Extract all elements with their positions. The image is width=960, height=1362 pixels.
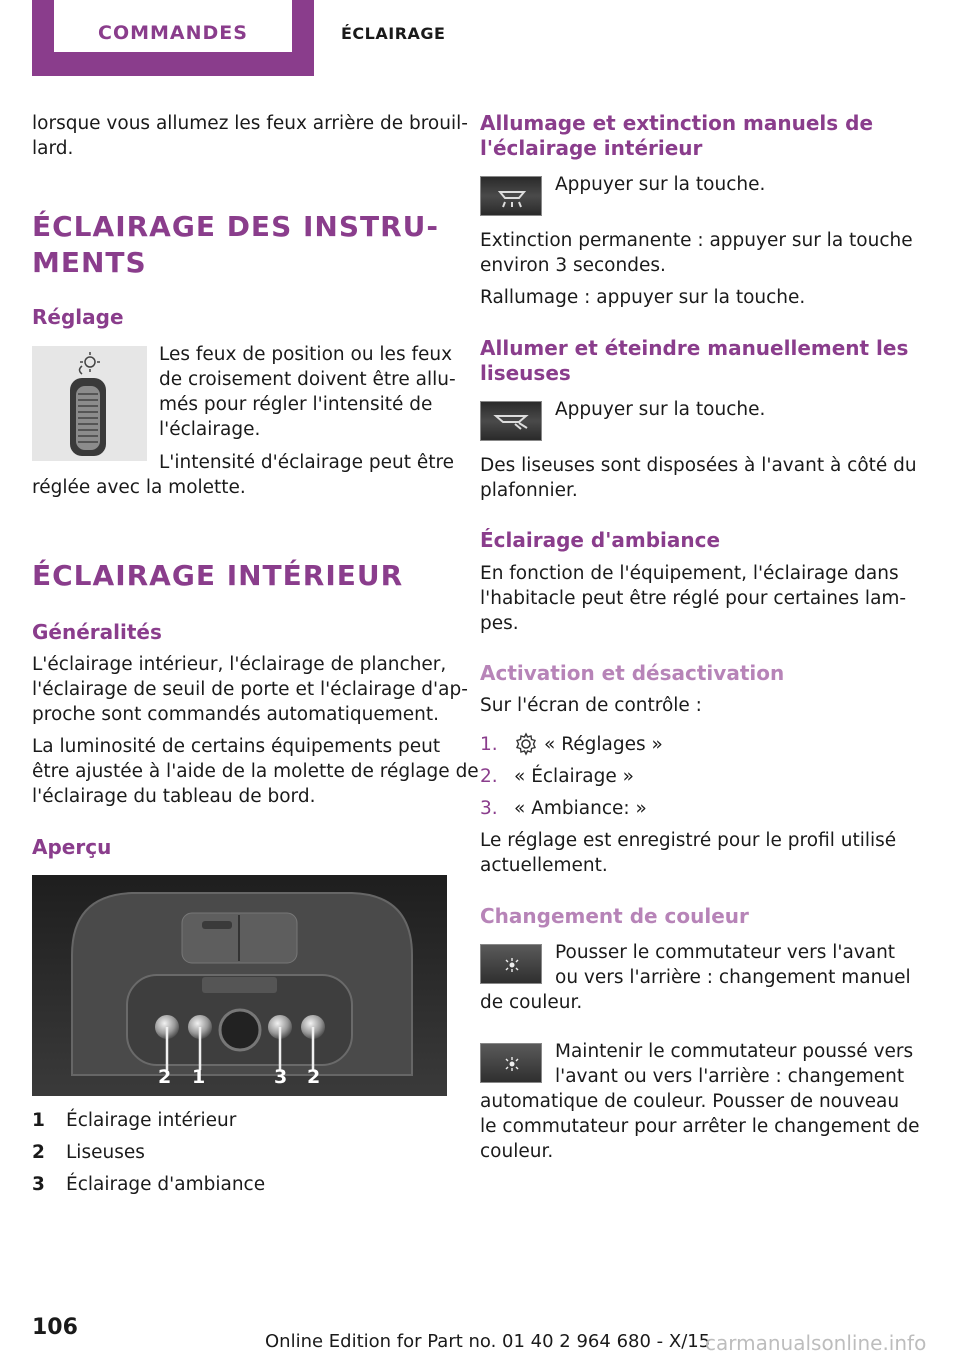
heading-generalites: Généralités <box>32 620 162 644</box>
generalites-text-2: La luminosité de certains équipements peut être ajustée à l'aide de la molette de réglage de l'éclairage du tableau de bord. <box>32 736 479 807</box>
dimmer-wheel-icon <box>32 346 147 461</box>
couleur-text-2b: automatique de couleur. Pousser de nouveau le commutateur pour arrêter le changement de couleur. <box>480 1091 920 1162</box>
couleur-text-1b: de couleur. <box>480 992 583 1013</box>
photo-label-2a: 2 <box>158 1066 172 1088</box>
chapter-tab-label: COMMANDES <box>54 0 292 52</box>
couleur-text-1: Pousser le commutateur vers l'avant ou vers l'arrière : changement manuel <box>555 942 911 988</box>
heading-interieur: ÉCLAIRAGE INTÉRIEUR <box>32 559 404 592</box>
reading-light-icon <box>481 402 543 442</box>
photo-label-1: 1 <box>192 1066 206 1088</box>
dimmer-wheel-image <box>32 346 147 461</box>
heading-instruments: ÉCLAIRAGE DES INSTRU‐ MENTS <box>32 210 440 279</box>
liseuses-text: Des liseuses sont disposées à l'avant à côté du plafonnier. <box>480 455 917 501</box>
heading-reglage: Réglage <box>32 305 124 329</box>
heading-activation: Activation et désactivation <box>480 661 785 685</box>
ambient-switch-icon <box>481 945 543 985</box>
color-switch-image <box>480 1043 542 1083</box>
ambiance-text: En fonction de l'équipement, l'éclairage dans l'habitacle peut être réglé pour certaines lam‐ pes. <box>480 563 907 634</box>
watermark-text: carmanualsonline.info <box>705 1331 927 1355</box>
edition-text: Online Edition for Part no. 01 40 2 964 680 - X/15 <box>265 1331 711 1352</box>
reglage-text-2b: réglée avec la molette. <box>32 477 246 498</box>
heading-ambiance: Éclairage d'ambiance <box>480 528 721 552</box>
press-key-text-2: Appuyer sur la touche. <box>555 399 766 420</box>
chapter-tab <box>32 0 314 76</box>
interior-light-icon <box>481 177 543 217</box>
overhead-console-photo <box>32 875 447 1096</box>
section-tab-label: ÉCLAIRAGE <box>341 24 446 43</box>
press-key-text-1: Appuyer sur la touche. <box>555 174 766 195</box>
heading-couleur: Changement de couleur <box>480 904 749 928</box>
couleur-text-2: Maintenir le commutateur poussé vers l'avant ou vers l'arrière : changement <box>555 1041 914 1087</box>
heading-liseuses: Allumer et éteindre manuellement les liseuses <box>480 336 909 385</box>
activation-text: Sur l'écran de contrôle : <box>480 695 702 716</box>
intro-text: lorsque vous allumez les feux arrière de brouil‐ lard. <box>32 113 468 159</box>
photo-label-3: 3 <box>274 1066 288 1088</box>
heading-apercu: Aperçu <box>32 835 112 859</box>
color-switch-image <box>480 944 542 984</box>
reglage-text: Les feux de position ou les feux de croisement doivent être allu‐ més pour régler l'intensité de l'éclairage. <box>159 344 456 440</box>
reglage-text-2a: L'intensité d'éclairage peut être <box>159 452 455 473</box>
overhead-console-illustration <box>32 875 447 1096</box>
generalites-text: L'éclairage intérieur, l'éclairage de plancher, l'éclairage de seuil de porte et l'éclairage d'ap‐ proche sont commandés automatiquement. <box>32 654 468 725</box>
settings-gear-icon <box>514 732 538 763</box>
ambient-switch-icon <box>481 1044 543 1084</box>
rallumage-text: Rallumage : appuyer sur la touche. <box>480 287 806 308</box>
interior-light-button-image <box>480 176 542 216</box>
profil-text: Le réglage est enregistré pour le profil utilisé actuellement. <box>480 830 897 876</box>
heading-manuel: Allumage et extinction manuels de l'éclairage intérieur <box>480 111 874 160</box>
page-number: 106 <box>32 1315 78 1340</box>
extinction-text: Extinction permanente : appuyer sur la touche environ 3 secondes. <box>480 230 913 276</box>
photo-label-2b: 2 <box>307 1066 321 1088</box>
reading-light-button-image <box>480 401 542 441</box>
